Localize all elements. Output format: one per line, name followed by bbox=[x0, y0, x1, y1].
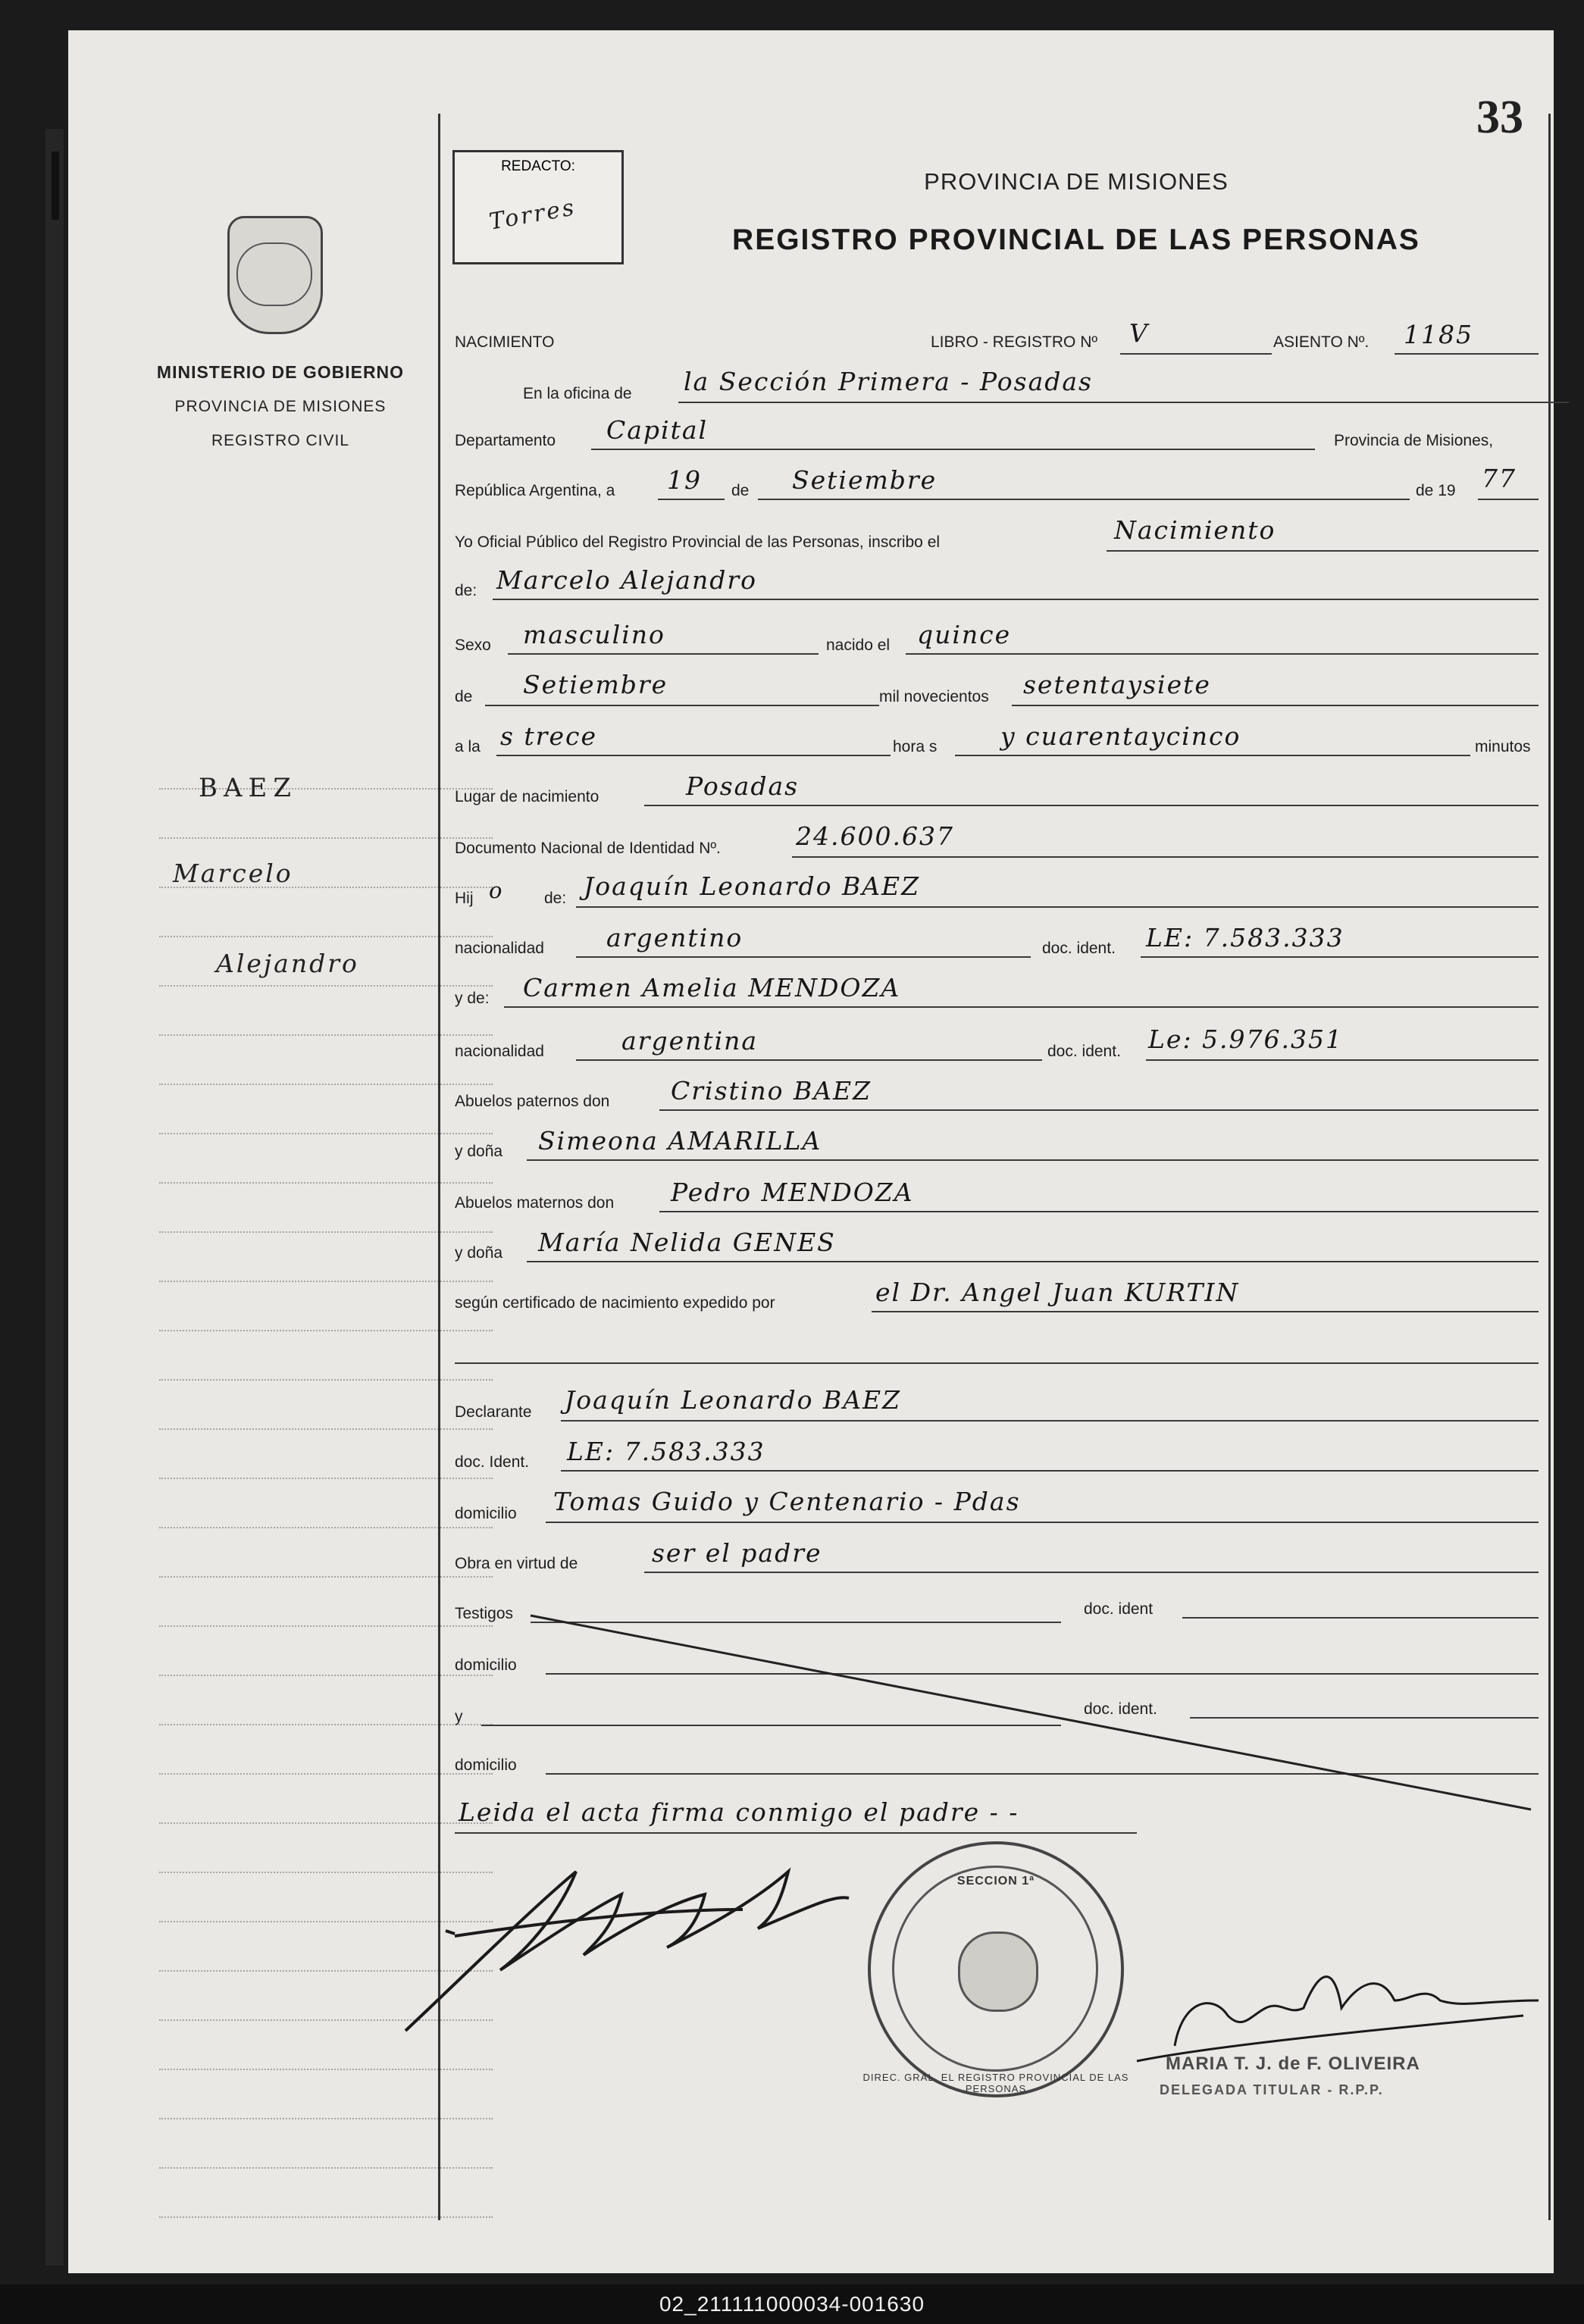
ministry-name: MINISTERIO DE GOBIERNO bbox=[156, 362, 405, 382]
doc-madre-value: Le: 5.976.351 bbox=[1148, 1024, 1343, 1054]
nacido-value: quince bbox=[917, 620, 1012, 649]
nacionalidad-label: nacionalidad bbox=[455, 940, 544, 957]
doc-ident-testigo-1-label: doc. ident bbox=[1084, 1600, 1154, 1618]
a-las-label: a la bbox=[455, 738, 481, 755]
margin-middle-name: Alejandro bbox=[216, 949, 359, 978]
provincia-label: Provincia de Misiones, bbox=[1334, 432, 1494, 449]
seal-emblem-icon bbox=[958, 1931, 1038, 2012]
official-signature bbox=[1137, 1977, 1539, 2061]
doc-padre-value: LE: 7.583.333 bbox=[1146, 923, 1345, 952]
abuelo-paterno-value: Cristino BAEZ bbox=[671, 1076, 872, 1106]
minutos-label: minutos bbox=[1475, 738, 1531, 755]
lugar-label: Lugar de nacimiento bbox=[455, 788, 599, 805]
declarante-label: Declarante bbox=[455, 1403, 532, 1421]
doc-ident-declarante-label: doc. Ident. bbox=[455, 1453, 530, 1471]
libro-value: V bbox=[1129, 318, 1149, 348]
sexo-value: masculino bbox=[523, 620, 665, 649]
dia-value: 19 bbox=[667, 465, 702, 495]
doc-ident-label-2: doc. ident. bbox=[1047, 1043, 1121, 1060]
padre-value: Joaquín Leonardo BAEZ bbox=[584, 871, 921, 901]
libro-label: LIBRO - REGISTRO Nº bbox=[931, 333, 1098, 351]
file-caption: 02_211111000034-001630 bbox=[0, 2285, 1584, 2324]
asiento-value: 1185 bbox=[1404, 320, 1473, 349]
nacionalidad-padre-value: argentino bbox=[606, 923, 743, 952]
margin-first-name: Marcelo bbox=[173, 859, 293, 888]
seal-outer-text: DIREC. GRAL. EL REGISTRO PROVINCIAL DE LAS PERSONAS bbox=[862, 2072, 1129, 2094]
registry-seal bbox=[862, 1841, 1129, 2097]
madre-value: Carmen Amelia MENDOZA bbox=[523, 973, 901, 1002]
dni-label: Documento Nacional de Identidad Nº. bbox=[455, 840, 721, 857]
oficial-label: Yo Oficial Público del Registro Provincial de las Personas, inscribo el bbox=[455, 533, 941, 551]
certificado-value: el Dr. Angel Juan KURTIN bbox=[875, 1278, 1240, 1307]
horas-value: s trece bbox=[500, 721, 598, 751]
doc-ident-label: doc. ident. bbox=[1042, 940, 1116, 957]
redacto-label: REDACTO: bbox=[501, 158, 575, 174]
year-value: 77 bbox=[1482, 464, 1517, 493]
abuela-paterna-value: Simeona AMARILLA bbox=[538, 1126, 822, 1156]
departamento-label: Departamento bbox=[455, 432, 556, 449]
obra-label: Obra en virtud de bbox=[455, 1555, 578, 1572]
margin-surname: BAEZ bbox=[199, 773, 297, 803]
obra-value: ser el padre bbox=[652, 1538, 822, 1568]
domicilio-testigo-2-label: domicilio bbox=[455, 1756, 517, 1774]
nacionalidad-madre-value: argentina bbox=[621, 1026, 759, 1056]
y-dona-label-2: y doña bbox=[455, 1244, 503, 1262]
lugar-value: Posadas bbox=[686, 771, 800, 801]
de-year-label: de 19 bbox=[1416, 482, 1456, 499]
abuelos-maternos-label: Abuelos maternos don bbox=[455, 1194, 615, 1212]
header-registry: REGISTRO PROVINCIAL DE LAS PERSONAS bbox=[732, 224, 1420, 256]
header-province: PROVINCIA DE MISIONES bbox=[924, 168, 1229, 195]
dni-value: 24.600.637 bbox=[796, 821, 954, 851]
domicilio-testigo-1-label: domicilio bbox=[455, 1656, 517, 1674]
ministry-office: REGISTRO CIVIL bbox=[211, 432, 350, 449]
certificado-label: según certificado de nacimiento expedido por bbox=[455, 1294, 775, 1312]
doc-ident-testigo-2-label: doc. ident. bbox=[1084, 1700, 1157, 1718]
y-de-label: y de: bbox=[455, 990, 490, 1007]
minutos-value: y cuarentaycinco bbox=[1000, 721, 1241, 751]
departamento-value: Capital bbox=[606, 415, 709, 445]
cancel-line bbox=[531, 1616, 1531, 1809]
official-name: MARIA T. J. de F. OLIVEIRA bbox=[1166, 2053, 1420, 2074]
asiento-label: ASIENTO Nº. bbox=[1273, 333, 1370, 351]
hijo-de-label: de: bbox=[544, 890, 567, 907]
nombre-value: Marcelo Alejandro bbox=[496, 565, 758, 595]
de-label-2: de: bbox=[455, 582, 477, 599]
mil-label: mil novecientos bbox=[879, 688, 989, 705]
domicilio-label: domicilio bbox=[455, 1505, 517, 1522]
testigos-label: Testigos bbox=[455, 1605, 514, 1622]
abuela-materna-value: María Nelida GENES bbox=[538, 1228, 836, 1257]
nacido-label: nacido el bbox=[826, 637, 891, 654]
nacimiento-label: NACIMIENTO bbox=[455, 333, 555, 351]
closing-statement: Leida el acta firma conmigo el padre - - bbox=[459, 1797, 1019, 1827]
hijo-suffix: o bbox=[489, 877, 504, 903]
mes-value: Setiembre bbox=[792, 465, 938, 495]
oficial-value: Nacimiento bbox=[1114, 515, 1276, 545]
anio-nacimiento-value: setentaysiete bbox=[1023, 670, 1211, 699]
doc-ident-declarante-value: LE: 7.583.333 bbox=[567, 1437, 765, 1466]
declarant-signature bbox=[405, 1872, 849, 2031]
abuelos-paternos-label: Abuelos paternos don bbox=[455, 1093, 610, 1110]
oficina-label: En la oficina de bbox=[523, 385, 632, 402]
sexo-label: Sexo bbox=[455, 637, 491, 654]
abuelo-materno-value: Pedro MENDOZA bbox=[671, 1178, 914, 1207]
de-label-3: de bbox=[455, 688, 473, 705]
mes-nacimiento-value: Setiembre bbox=[523, 670, 668, 699]
declarante-value: Joaquín Leonardo BAEZ bbox=[565, 1385, 902, 1415]
y-testigo-label: y bbox=[455, 1708, 463, 1725]
y-dona-label: y doña bbox=[455, 1143, 503, 1160]
de-label: de bbox=[731, 482, 750, 499]
redacto-clerk: Torres bbox=[487, 194, 578, 236]
nacionalidad-label-2: nacionalidad bbox=[455, 1043, 544, 1060]
folio-number: 33 bbox=[1476, 92, 1523, 143]
ministry-province: PROVINCIA DE MISIONES bbox=[174, 398, 387, 415]
oficina-value: la Sección Primera - Posadas bbox=[684, 367, 1093, 396]
republica-label: República Argentina, a bbox=[455, 482, 615, 499]
official-title: DELEGADA TITULAR - R.P.P. bbox=[1160, 2082, 1384, 2097]
horas-label: hora s bbox=[893, 738, 938, 755]
hijo-label: Hij bbox=[455, 890, 474, 907]
seal-inner-text: SECCION 1ª bbox=[956, 1875, 1035, 1888]
domicilio-value: Tomas Guido y Centenario - Pdas bbox=[553, 1487, 1021, 1516]
